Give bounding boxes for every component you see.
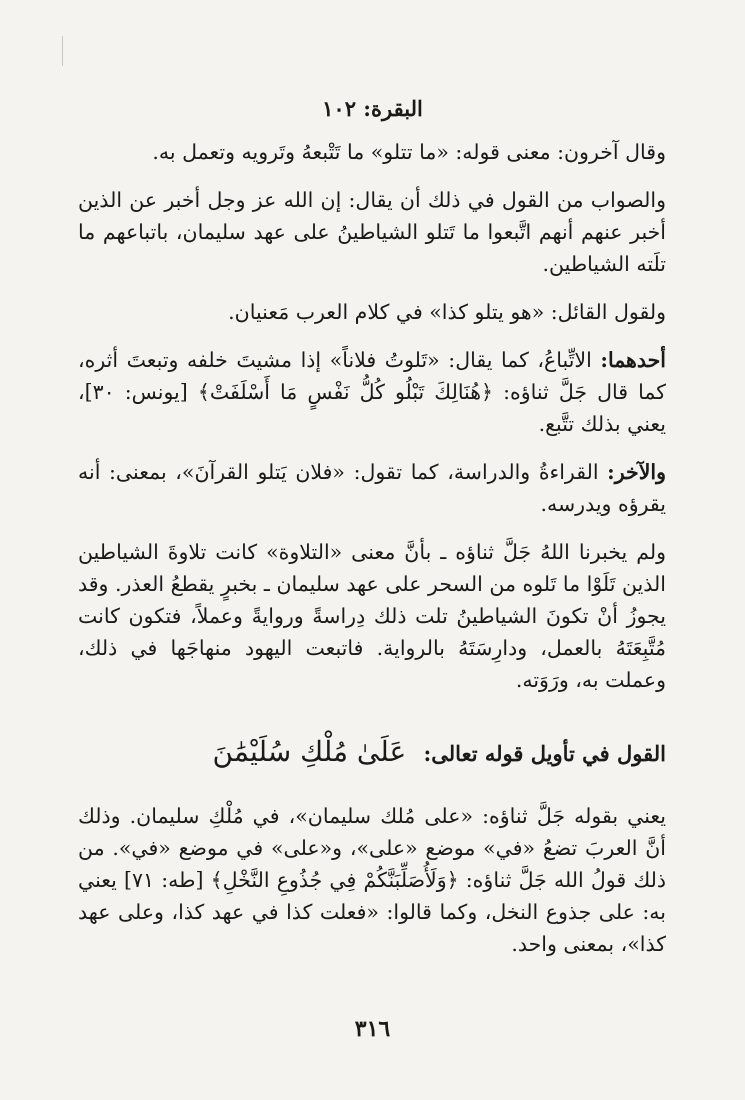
paragraph-other-opinion: وقال آخرون: معنى قوله: «ما تتلو» ما تَتْبعهُ وتَرويه وتعمل به. xyxy=(152,140,666,164)
section-heading-quran: عَلَىٰ مُلْكِ سُلَيْمَٰنَ xyxy=(212,735,407,768)
section-heading-label: القول في تأويل قوله تعالى: xyxy=(423,741,666,766)
page-body xyxy=(78,136,666,960)
paragraph-kingdom: يعني بقوله جَلَّ ثناؤه: «على مُلك سليمان»، في مُلْكِ سليمان. وذلك أنَّ العربَ تضعُ «في» موضع «على»، و«على» في موضع «في». من ذلك قولُ الله جَلَّ ثناؤه: ﴿وَلَأُصَلِّبَنَّكُمْ فِي جُذُوعِ النَّخْلِ﴾ [طه: ٧١] يعني به: على جذوع النخل، وكما قالوا: «فعلت كذا في عهد كذا، وعلى عهد كذا»، بمعنى واحد. xyxy=(78,804,666,956)
paragraph-correct-view: والصواب من القول في ذلك أن يقال: إن الله عز وجل أخبر عن الذين أخبر عنهم أنهم اتَّبعوا ما تَتلو الشياطينُ على عهد سليمان، باتباعهم ما تلَته الشياطين. xyxy=(78,188,666,276)
paragraph-two-meanings: ولقول القائل: «هو يتلو كذا» في كلام العرب مَعنيان. xyxy=(228,300,666,324)
paragraph-recitation: ولم يخبرنا اللهُ جَلَّ ثناؤه ـ بأنَّ معنى «التلاوة» كانت تلاوةَ الشياطين الذين تَلَوْا ما تَلوه من السحر على عهد سليمان ـ بخبرٍ يقطعُ العذر. وقد يجوزُ أنْ تكونَ الشياطينُ تلت ذلك دِراسةً وروايةً وعملاً، فتكون كانت مُتَّبِعَتَهُ بالعمل، ودارِسَتَهُ بالرواية. فاتبعت اليهود منهاجَها في ذلك، وعملت به، ورَوَته. xyxy=(78,540,666,692)
running-head: البقرة: ١٠٢ xyxy=(322,96,423,121)
paragraph-second-meaning xyxy=(78,456,666,520)
page-number: ٣١٦ xyxy=(354,1016,391,1042)
first-meaning-lead: أحدهما: xyxy=(600,348,666,372)
second-meaning-text: القراءةُ والدراسة، كما تقول: «فلان يَتلو القرآنَ»، بمعنى: أنه يقرؤه ويدرسه. xyxy=(78,460,666,516)
page-fold-mark xyxy=(62,36,63,66)
paragraph-first-meaning xyxy=(78,344,666,440)
second-meaning-lead: والآخر: xyxy=(607,460,666,484)
section-heading xyxy=(78,732,666,774)
first-meaning-text: الاتِّباعُ، كما يقال: «تَلوتُ فلاناً» إذا مشيتَ خلفه وتبعتَ أثره، كما قال جَلَّ ثناؤه: ﴿هُنَالِكَ تَبْلُو كُلُّ نَفْسٍ مَا أَسْلَفَتْ﴾ [يونس: ٣٠]، يعني بذلك تتَّبع. xyxy=(78,348,666,436)
